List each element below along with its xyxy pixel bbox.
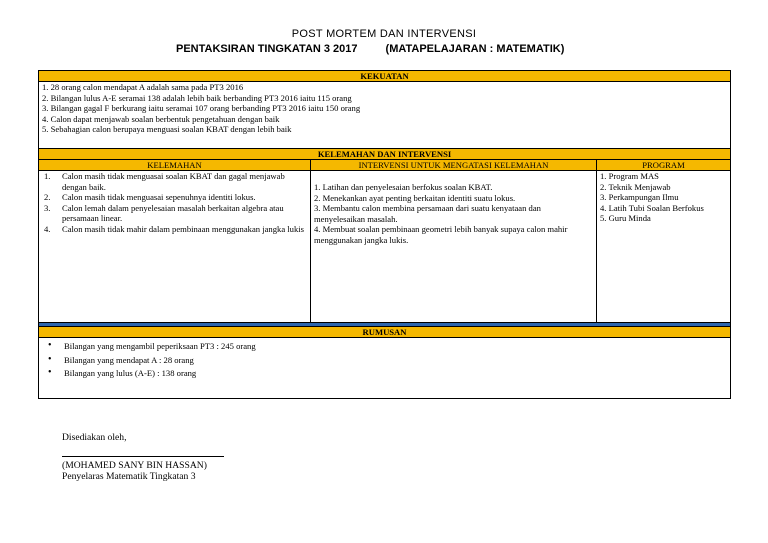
intervensi-item: 3. Membantu calon membina persamaan dari suatu kenyataan dan menyelesaikan masalah. [314,203,541,224]
kelemahan-item [42,192,307,203]
intervensi-column-header: INTERVENSI UNTUK MENGATASI KELEMAHAN [311,160,597,171]
program-item: 5. Guru Minda [600,213,651,224]
rumusan-heading: RUMUSAN [39,327,731,338]
rumusan-item: • Bilangan yang mendapat A : 28 orang [64,355,727,366]
intervensi-cell [311,171,597,323]
subtitle-subject: (MATAPELAJARAN : MATEMATIK) [385,43,565,55]
signatory-position: Penyelaras Matematik Tingkatan 3 [62,471,196,482]
document-subtitle [176,43,564,55]
program-list [600,171,727,224]
kelemahan-header-row [39,149,731,160]
kelemahan-item-text: Calon masih tidak menguasai soalan KBAT dan gagal menjawab dengan baik. [62,171,285,192]
signature-block [62,432,224,483]
program-item: 4. Latih Tubi Soalan Berfokus [600,202,704,213]
kekuatan-list [42,82,727,135]
kelemahan-item [42,171,307,192]
kelemahan-subheader-row [39,160,731,171]
document-title: POST MORTEM DAN INTERVENSI [291,28,477,40]
kekuatan-header-row [39,71,731,82]
kelemahan-item-number: 1. [44,171,51,181]
rumusan-cell [39,338,731,399]
signature-line [62,456,224,458]
program-cell [597,171,731,323]
kelemahan-item [42,224,307,235]
kelemahan-item-text: Calon masih tidak mahir dalam pembinaan menggunakan jangka lukis [62,223,304,234]
prepared-by-label: Disediakan oleh, [62,432,127,443]
kekuatan-item: 1. 28 orang calon mendapat A adalah sama pada PT3 2016 [42,82,244,92]
signatory-name: (MOHAMED SANY BIN HASSAN) [62,459,207,471]
rumusan-item: • Bilangan yang mengambil peperiksaan PT3 : 245 orang [64,341,727,352]
kelemahan-item-text: Calon masih tidak menguasai sepenuhnya identiti lokus. [62,192,256,203]
kekuatan-item: 4. Calon dapat menjawab soalan berbentuk pengetahuan dengan baik [42,113,280,124]
kekuatan-item: 3. Bilangan gagal F berkurang iaitu seramai 107 orang berbanding PT3 2016 iaitu 150 orang [42,103,361,114]
program-item: 3. Perkampungan Ilmu [600,192,679,203]
kekuatan-content-row [39,82,731,149]
post-mortem-table [38,70,731,399]
kelemahan-item-number: 2. [44,192,51,203]
kelemahan-item [42,203,307,224]
kelemahan-content-row [39,171,731,323]
program-item: 1. Program MAS [600,171,659,181]
kelemahan-item-text: Calon lemah dalam penyelesaian masalah berkaitan algebra atau persamaan linear. [62,202,284,224]
program-item: 2. Teknik Menjawab [600,181,671,192]
subtitle-exam: PENTAKSIRAN TINGKATAN 3 2017 [176,43,358,55]
rumusan-item: • Bilangan yang lulus (A-E) : 138 orang [64,368,727,379]
intervensi-item: 2. Menekankan ayat penting berkaitan identiti suatu lokus. [314,192,516,203]
program-column-header: PROGRAM [597,160,731,171]
kekuatan-cell [39,82,731,149]
intervensi-item: 1. Latihan dan penyelesaian berfokus soalan KBAT. [314,182,493,192]
rumusan-content-row [39,338,731,399]
rumusan-header-row [39,327,731,338]
kekuatan-heading: KEKUATAN [39,71,731,82]
intervensi-list [314,182,593,246]
rumusan-list [42,341,727,379]
kelemahan-cell [39,171,311,323]
intervensi-item: 4. Membuat soalan pembinaan geometri lebih banyak supaya calon mahir menggunakan jangka lukis. [314,224,568,245]
kekuatan-item: 2. Bilangan lulus A-E seramai 138 adalah lebih baik berbanding PT3 2016 iaitu 115 orang [42,92,352,103]
kelemahan-item-number: 3. [44,202,51,213]
kelemahan-item-number: 4. [44,223,51,234]
kelemahan-intervensi-heading: KELEMAHAN DAN INTERVENSI [39,149,731,160]
kelemahan-column-header: KELEMAHAN [39,160,311,171]
kekuatan-item: 5. Sebahagian calon berupaya menguasi soalan KBAT dengan lebih baik [42,124,292,135]
